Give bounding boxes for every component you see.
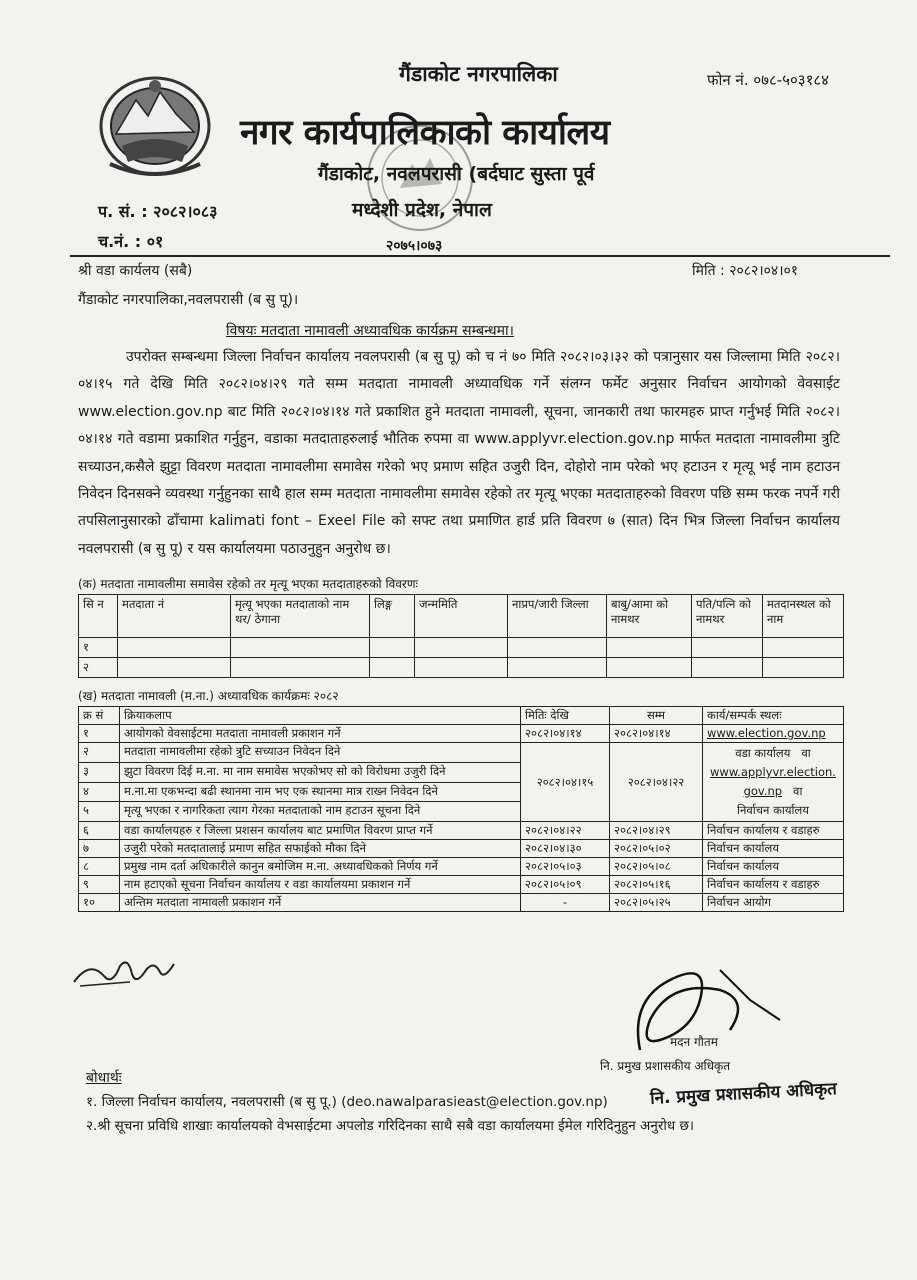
merged-place-cell	[703, 743, 844, 822]
table-row	[79, 858, 844, 876]
table-row	[79, 658, 844, 678]
title-stamp: नि. प्रमुख प्रशासकीय अधिकृत	[649, 1079, 838, 1109]
to-date: २०८२।०५।०८	[610, 858, 703, 876]
activity-cell: वडा कार्यालयहरु र जिल्ला प्रशसन कार्यालय बाट प्रमाणित विवरण प्राप्त गर्ने	[120, 822, 521, 840]
place-cell: निर्वाचन कार्यालय र वडाहरु	[703, 876, 844, 894]
organization-name: गैंडाकोट नगरपालिका	[399, 62, 558, 86]
row-number: ९	[79, 876, 120, 894]
activity-cell: झुटा विवरण दिई म.ना. मा नाम समावेस भएकोभए सो को विरोधमा उजुरी दिने	[120, 762, 521, 782]
recipient-line-2: गैंडाकोट नगरपालिका,नवलपरासी (ब सु पू)।	[78, 292, 299, 308]
place-cell: निर्वाचन कार्यालय	[703, 858, 844, 876]
row-number: ५	[79, 802, 120, 822]
place-or-1: वा	[801, 746, 811, 760]
row-number: २	[79, 743, 120, 763]
from-date: २०८२।०५।०३	[521, 858, 610, 876]
letter-body: उपरोक्त सम्बन्धमा जिल्ला निर्वाचन कार्यालय नवलपरासी (ब सु पू) को च नं ७० मिति २०८२।०३।३२ को पत्रानुसार यस जिल्लामा मिति २०८२।०४।१५ गते देखि मिति २०८२।०४।२९ गते सम्म मतदाता नामावली अध्यावधिक गर्ने संलग्न फर्मेट अनुसार निर्वाचन आयोगको वेवसाईट www.election.gov.np बाट मिति २०८२।०४।१४ गते प्रकाशित हुने मतदाता नामावली, सूचना, जानकारी तथा फारमहरु प्राप्त गर्नुभई मिति २०८२।०४।१४ गते वडामा प्रकाशित गर्नुहुन, वडाका मतदाताहरुलाई भौतिक रुपमा वा www.applyvr.election.gov.np मार्फत मतदाता नामावलीमा त्रुटि सच्याउन,कसैले झुट्टा विवरण मतदाता नामावलीमा समावेस गरेको भए प्रमाण सहित उजुरी दिन, दोहोरो नाम परेको भए हटाउन र मृत्यू भई नाम हटाउन निवेदन दिनसक्ने व्यवस्था गर्नुहुनका साथै हाल सम्म मतदाता नामावलीमा समावेस रहेको तर मृत्यू भएका मतदाताहरुको विवरण पछि सम्म फरक नपर्ने गरी तपसिलानुसारको ढाँचामा kalimati font – Exeel File को सफ्ट तथा प्रमाणित हार्ड प्रति विवरण ७ (सात) दिन भित्र जिल्ला निर्वाचन कार्यालय नवलपरासी (ब सु पू) र यस कार्यालयमा पठाउनुहुन अनुरोध छ।	[78, 349, 840, 557]
from-date: २०८२।०४।३०	[521, 840, 610, 858]
header-cell: मतदाता नं	[118, 595, 231, 638]
cc-heading: बोधार्थः	[86, 1070, 122, 1086]
activity-cell: प्रमुख नाम दर्ता अधिकारीले कानुन बमोजिम म.ना. अध्यावधिकको निर्णय गर्ने	[120, 858, 521, 876]
cc-line-1: १. जिल्ला निर्वाचन कार्यालय, नवलपरासी (ब सु पू.) (deo.nawalparasieast@election.gov.np)	[86, 1094, 608, 1110]
activity-cell: आयोगको वेवसाईटमा मतदाता नामावली प्रकाशन गर्ने	[120, 725, 521, 743]
nepal-emblem-icon	[96, 72, 214, 180]
row-number: १०	[79, 894, 120, 912]
row-number: ७	[79, 840, 120, 858]
header-cell: बाबु/आमा को नामथर	[607, 595, 692, 638]
header-cell: सि न	[79, 595, 118, 638]
header-cell: क्र सं	[79, 707, 120, 725]
cc-line-2: २.श्री सूचना प्रविधि शाखाः कार्यालयको वेभसाईटमा अपलोड गरिदिनका साथै सबै वडा कार्यालयमा ईमेल गरिदिनुहुन अनुरोध छ।	[86, 1118, 695, 1134]
stamp-number: २०७५।०७३	[386, 238, 443, 254]
row-number: १	[79, 638, 118, 658]
table-header-row	[79, 707, 844, 725]
header-cell: मतदानस्थल को नाम	[763, 595, 844, 638]
recipient-line-1: श्री वडा कार्यलय (सबै)	[78, 263, 193, 279]
signer-name: मदन गौतम	[670, 1035, 718, 1049]
table-row	[79, 638, 844, 658]
header-cell: नाप्रप/जारी जिल्ला	[508, 595, 607, 638]
place-cell: निर्वाचन आयोग	[703, 894, 844, 912]
from-date: -	[521, 894, 610, 912]
from-date: २०८२।०४।२२	[521, 822, 610, 840]
header-cell: मृत्यू भएका मतदाताको नाम थर/ ठेगाना	[231, 595, 370, 638]
letter-date: मिति : २०८२।०४।०१	[692, 263, 799, 279]
table-kh-caption: (ख) मतदाता नामावली (म.ना.) अध्यावधिक कार्यक्रमः २०८२	[78, 689, 339, 703]
header-divider	[70, 255, 890, 257]
header-cell: जन्ममिति	[415, 595, 508, 638]
address-line-2: मध्देशी प्रदेश, नेपाल	[352, 199, 492, 221]
activity-cell: नाम हटाएको सूचना निर्वाचन कार्यालय र वडा कार्यालयमा प्रकाशन गर्ने	[120, 876, 521, 894]
applyvr-link-domain[interactable]: gov.np	[743, 784, 783, 798]
activity-cell: म.ना.मा एकभन्दा बढी स्थानमा नाम भए एक स्थानमा मात्र राख्न निवेदन दिने	[120, 782, 521, 802]
table-row	[79, 840, 844, 858]
to-date: २०८२।०५।०२	[610, 840, 703, 858]
table-row	[79, 725, 844, 743]
place-cell: www.election.gov.np	[703, 725, 844, 743]
table-row	[79, 743, 844, 763]
table-k-caption: (क) मतदाता नामावलीमा समावेस रहेको तर मृत्यू भएका मतदाताहरुको विवरणः	[78, 577, 418, 591]
office-title: नगर कार्यपालिकाको कार्यालय	[240, 113, 610, 153]
header-cell: लिङ्ग	[370, 595, 415, 638]
activity-cell: अन्तिम मतदाता नामावली प्रकाशन गर्ने	[120, 894, 521, 912]
activity-cell: मतदाता नामावलीमा रहेको त्रुटि सच्याउन निवेदन दिने	[120, 743, 521, 763]
row-number: १	[79, 725, 120, 743]
place-cell: निर्वाचन कार्यालय	[703, 840, 844, 858]
deceased-voters-table	[78, 594, 844, 678]
address-line-1: गैंडाकोट, नवलपरासी (बर्दघाट सुस्ता पूर्व	[318, 163, 595, 185]
signer-title: नि. प्रमुख प्रशासकीय अधिकृत	[600, 1059, 731, 1073]
place-ward-office: वडा कार्यालय	[735, 746, 791, 760]
place-election-office: निर्वाचन कार्यालय	[737, 803, 809, 817]
place-or-2: वा	[793, 784, 803, 798]
from-date: २०८२।०४।१४	[521, 725, 610, 743]
table-row	[79, 894, 844, 912]
table-header-row	[79, 595, 844, 638]
activity-cell: उजुरी परेको मतदातालाई प्रमाण सहित सफाईको मौका दिने	[120, 840, 521, 858]
table-row	[79, 822, 844, 840]
header-cell: सम्म	[610, 707, 703, 725]
row-number: ६	[79, 822, 120, 840]
to-date: २०८२।०५।१६	[610, 876, 703, 894]
schedule-table	[78, 706, 844, 912]
reference-number: प. सं. : २०८२।०८३	[98, 202, 218, 221]
phone-number: फोन नं. ०७८-५०३१८४	[706, 71, 829, 89]
subject-line: विषयः मतदाता नामावली अध्यावधिक कार्यक्रम सम्बन्धमा।	[226, 323, 514, 339]
to-date: २०८२।०४।१४	[610, 725, 703, 743]
merged-to-date: २०८२।०४।२२	[610, 743, 703, 822]
dispatch-number: च.नं. : ०१	[98, 232, 164, 251]
row-number: ३	[79, 762, 120, 782]
row-number: ४	[79, 782, 120, 802]
to-date: २०८२।०४।२९	[610, 822, 703, 840]
row-number: ८	[79, 858, 120, 876]
place-cell: निर्वाचन कार्यालय र वडाहरु	[703, 822, 844, 840]
from-date: २०८२।०५।०९	[521, 876, 610, 894]
header-cell: क्रियाकलाप	[120, 707, 521, 725]
header-cell: पति/पत्नि को नामथर	[692, 595, 763, 638]
merged-from-date: २०८२।०४।१५	[521, 743, 610, 822]
activity-cell: मृत्यू भएका र नागरिकता त्याग गेरका मतदाताको नाम हटाउन सूचना दिने	[120, 802, 521, 822]
header-cell: कार्य/सम्पर्क स्थलः	[703, 707, 844, 725]
applyvr-link[interactable]: www.applyvr.election.	[710, 765, 836, 779]
to-date: २०८२।०५।२५	[610, 894, 703, 912]
table-row	[79, 876, 844, 894]
initial-signature-icon	[70, 952, 190, 992]
row-number: २	[79, 658, 118, 678]
header-cell: मितिः देखि	[521, 707, 610, 725]
